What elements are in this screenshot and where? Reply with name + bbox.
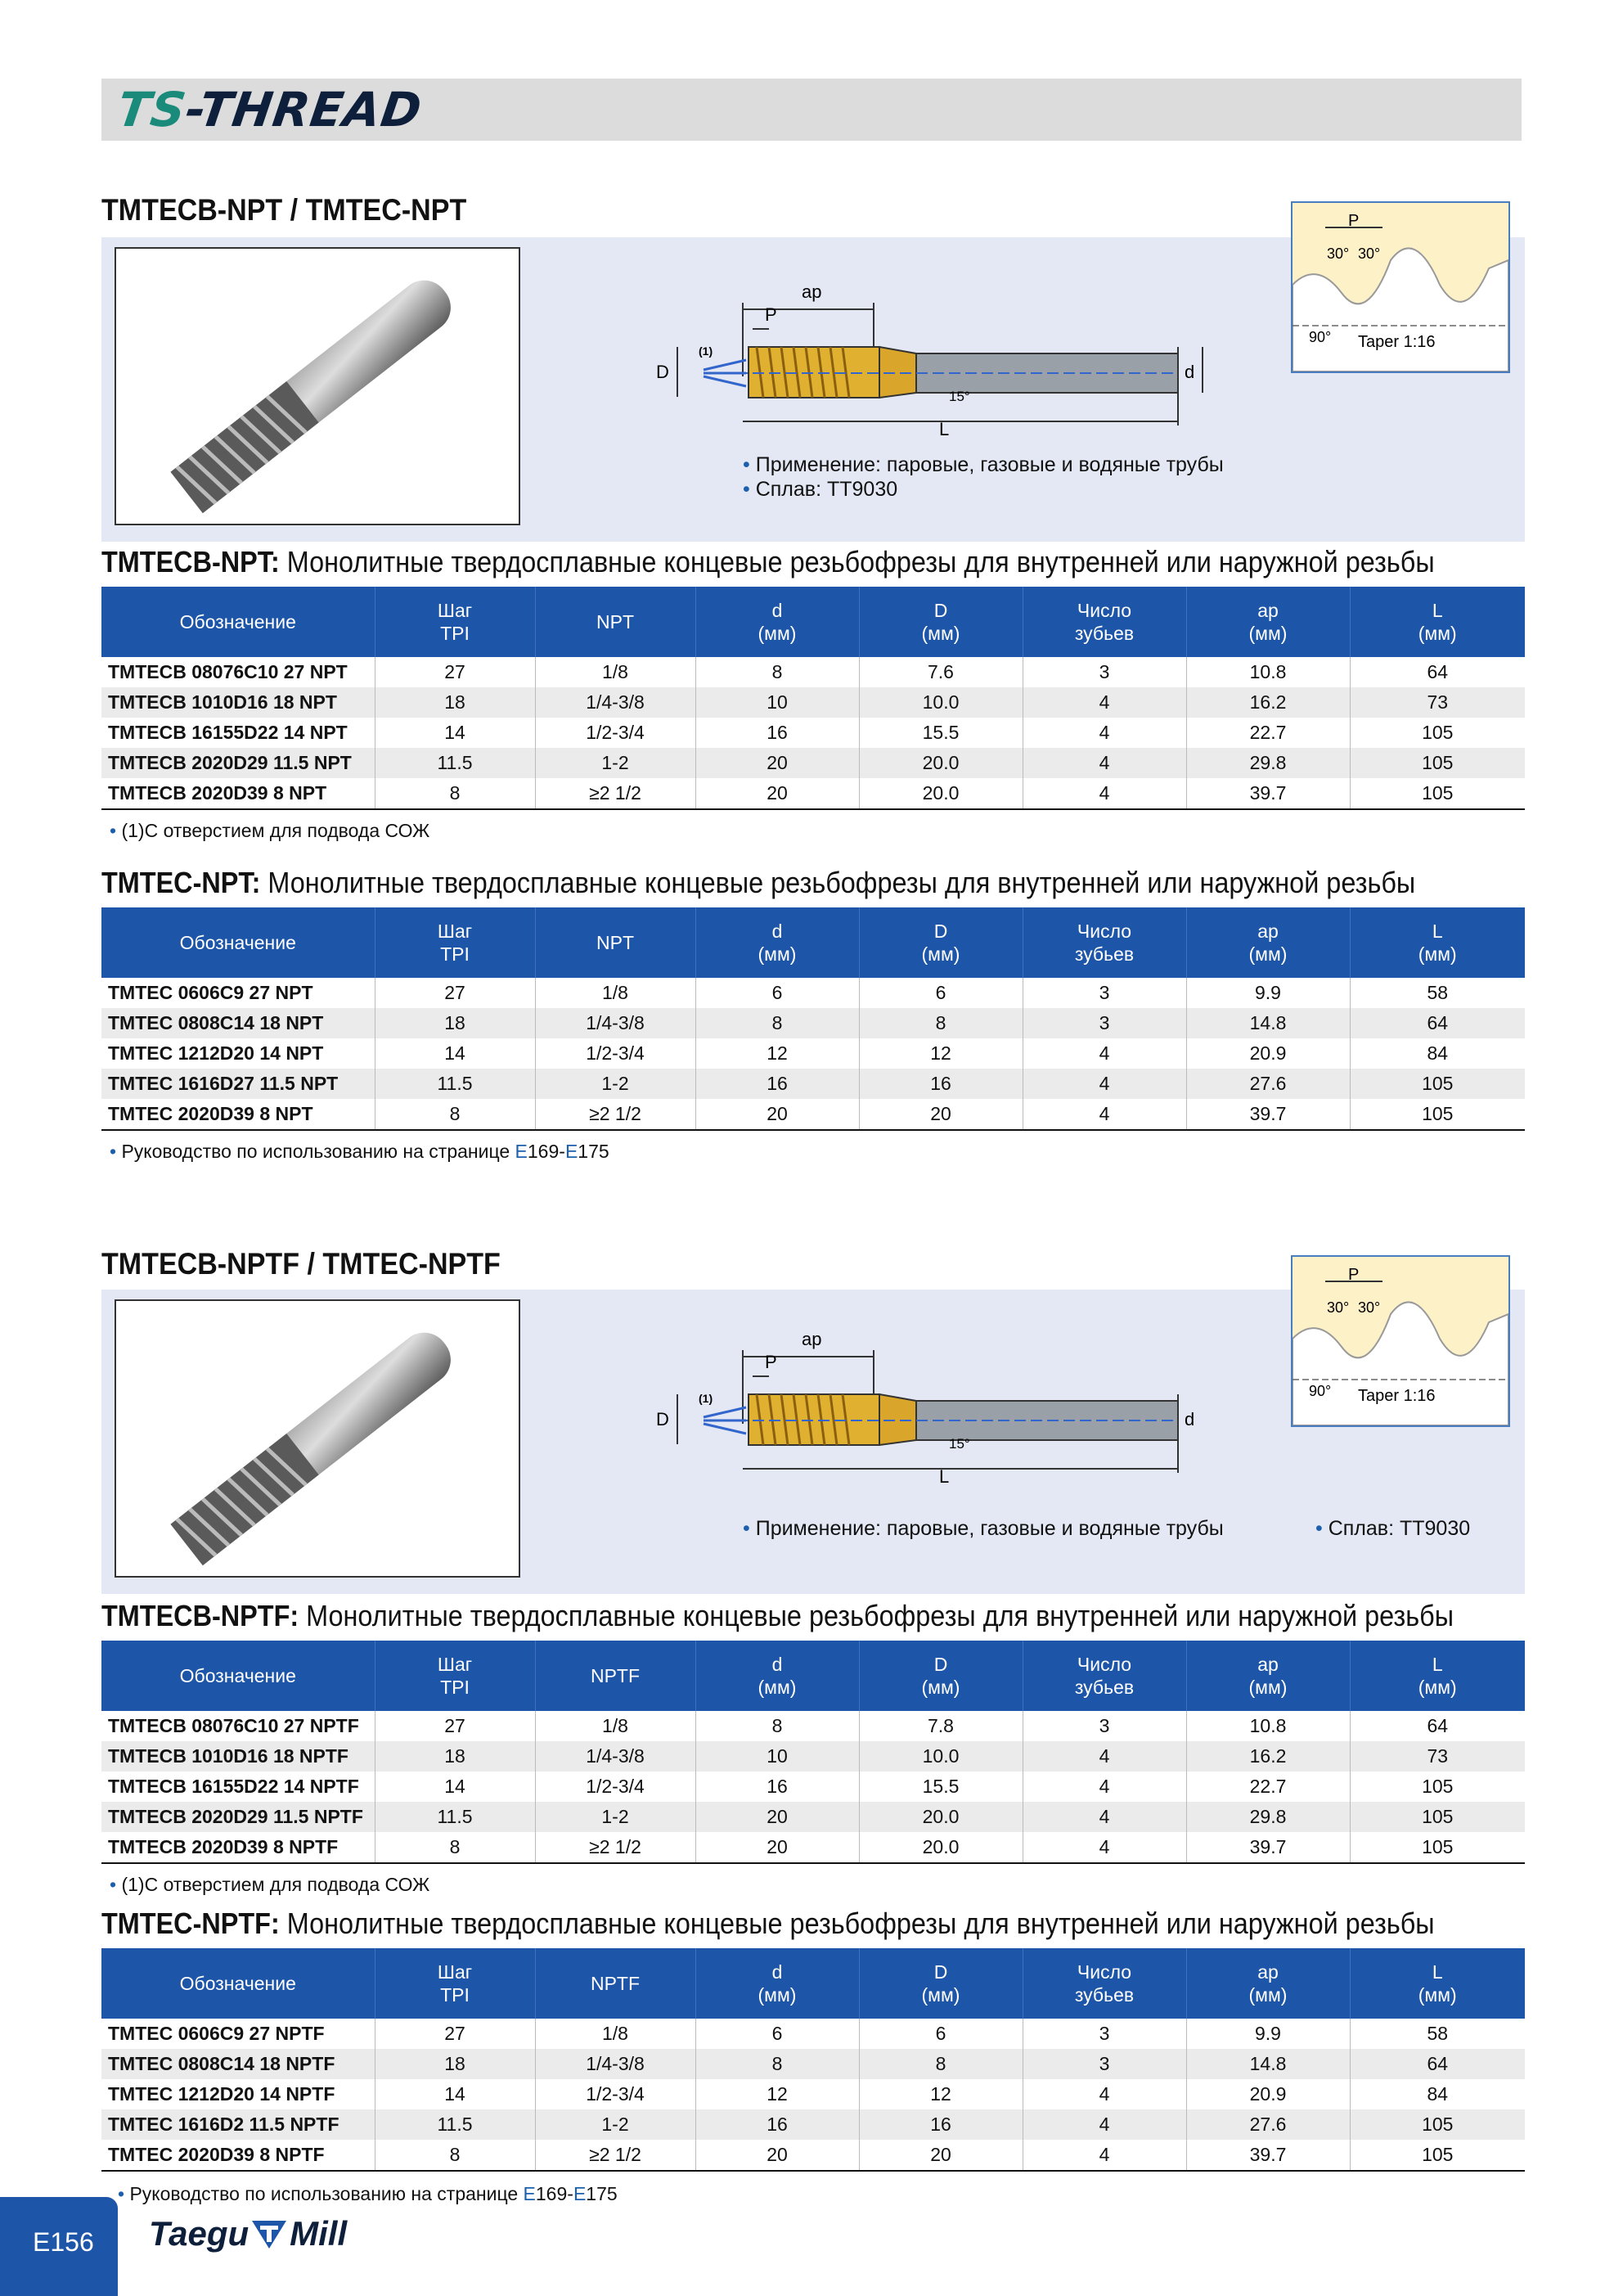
- table-cell: 105: [1350, 778, 1525, 809]
- table-cell: TMTEC 2020D39 8 NPT: [101, 1099, 375, 1130]
- table-cell: 10.8: [1186, 1711, 1350, 1741]
- table-cell: 27: [375, 978, 535, 1008]
- table-cell: 20.0: [859, 1832, 1023, 1863]
- table-cell: 16.2: [1186, 687, 1350, 718]
- column-header: Число зубьев: [1023, 907, 1186, 978]
- table-row: [101, 687, 1525, 718]
- table-cell: 22.7: [1186, 1772, 1350, 1802]
- table-row: [101, 1008, 1525, 1038]
- table-cell: ≥2 1/2: [535, 1099, 695, 1130]
- table-cell: 20: [695, 1099, 859, 1130]
- table-cell: 105: [1350, 2109, 1525, 2140]
- table-cell: 27: [375, 2019, 535, 2049]
- table-cell: 8: [375, 1099, 535, 1130]
- table-cell: 1/4-3/8: [535, 687, 695, 718]
- thread-profile-1: [1291, 201, 1510, 373]
- table-row: [101, 1711, 1525, 1741]
- table-cell: 27: [375, 1711, 535, 1741]
- table-cell: 1-2: [535, 1069, 695, 1099]
- table-cell: 20: [695, 778, 859, 809]
- table-cell: 3: [1023, 2049, 1186, 2079]
- ts-thread-logo: TS-THREAD: [114, 82, 426, 137]
- table-cell: 16.2: [1186, 1741, 1350, 1772]
- table-cell: 16: [695, 2109, 859, 2140]
- label-P: P: [765, 1352, 777, 1372]
- table-cell: 20: [695, 1832, 859, 1863]
- table-cell: 16: [695, 718, 859, 748]
- table-cell: 8: [695, 657, 859, 687]
- table-cell: 1/2-3/4: [535, 1772, 695, 1802]
- thread-profile-icon: [1293, 203, 1508, 371]
- table-cell: 58: [1350, 978, 1525, 1008]
- table-cell: 16: [859, 1069, 1023, 1099]
- table-cell: 20: [695, 2140, 859, 2171]
- table-cell: 84: [1350, 1038, 1525, 1069]
- label-D: D: [656, 362, 669, 382]
- table-row: [101, 1832, 1525, 1863]
- brand-t-icon: [250, 2214, 288, 2252]
- table-cell: TMTEC 0808C14 18 NPTF: [101, 2049, 375, 2079]
- table-cell: 27.6: [1186, 2109, 1350, 2140]
- table-cell: 6: [859, 2019, 1023, 2049]
- table-cell: ≥2 1/2: [535, 1832, 695, 1863]
- table-cell: ≥2 1/2: [535, 2140, 695, 2171]
- table-cell: 10.0: [859, 1741, 1023, 1772]
- table-cell: 11.5: [375, 1802, 535, 1832]
- guide-link-end[interactable]: E: [564, 1141, 578, 1162]
- table-cell: 8: [695, 1008, 859, 1038]
- table-cell: 3: [1023, 657, 1186, 687]
- table-cell: TMTEC 0606C9 27 NPTF: [101, 2019, 375, 2049]
- table-cell: TMTECB 2020D29 11.5 NPTF: [101, 1802, 375, 1832]
- table-row: [101, 2049, 1525, 2079]
- table-cell: 8: [375, 1832, 535, 1863]
- table-cell: TMTECB 16155D22 14 NPT: [101, 718, 375, 748]
- table-cell: 18: [375, 687, 535, 718]
- table-cell: 1/4-3/8: [535, 1008, 695, 1038]
- table-cell: 14.8: [1186, 2049, 1350, 2079]
- header-bar: [101, 79, 1522, 141]
- table-cell: 20: [859, 2140, 1023, 2171]
- table-cell: 4: [1023, 1772, 1186, 1802]
- column-header: NPTF: [535, 1641, 695, 1711]
- label-D: D: [656, 1409, 669, 1429]
- table-row: [101, 1038, 1525, 1069]
- table-cell: 1/8: [535, 657, 695, 687]
- table-cell: 1-2: [535, 1802, 695, 1832]
- table-cell: 39.7: [1186, 778, 1350, 809]
- table-cell: 1/8: [535, 2019, 695, 2049]
- label-L: L: [939, 419, 950, 439]
- col-L: L (мм): [1350, 587, 1525, 657]
- table-cell: 15.5: [859, 1772, 1023, 1802]
- table-cell: 14: [375, 718, 535, 748]
- table-cell: 105: [1350, 1772, 1525, 1802]
- column-header: Обозначение: [101, 1641, 375, 1711]
- table-cell: 18: [375, 1008, 535, 1038]
- table-cell: TMTECB 08076C10 27 NPTF: [101, 1711, 375, 1741]
- col-ap: ap (мм): [1186, 587, 1350, 657]
- end-mill-image-icon: [116, 249, 519, 524]
- dimension-drawing-1: [654, 278, 1211, 442]
- table-cell: 11.5: [375, 2109, 535, 2140]
- table-cell: 7.8: [859, 1711, 1023, 1741]
- table-row: [101, 1741, 1525, 1772]
- table-cell: 105: [1350, 718, 1525, 748]
- table2-note: • Руководство по использованию на странице E169-E175: [110, 1141, 609, 1162]
- table-cell: 4: [1023, 2079, 1186, 2109]
- alloy-note-1: • Сплав: TT9030: [743, 478, 898, 501]
- table4: [101, 1948, 1525, 2172]
- table-cell: 105: [1350, 1832, 1525, 1863]
- table-cell: 3: [1023, 1008, 1186, 1038]
- table-cell: 16: [695, 1069, 859, 1099]
- table-cell: 14: [375, 2079, 535, 2109]
- table-cell: 4: [1023, 1802, 1186, 1832]
- column-header: L (мм): [1350, 1641, 1525, 1711]
- dimension-drawing-2: [654, 1326, 1211, 1489]
- table-cell: 1-2: [535, 2109, 695, 2140]
- table-cell: 3: [1023, 1711, 1186, 1741]
- table-cell: 1-2: [535, 748, 695, 778]
- table-cell: 10.0: [859, 687, 1023, 718]
- label-ap: ap: [802, 1329, 822, 1349]
- table-row: [101, 1069, 1525, 1099]
- table-row: [101, 778, 1525, 809]
- table-cell: 1/2-3/4: [535, 718, 695, 748]
- table-cell: 4: [1023, 1832, 1186, 1863]
- thread-taper: Taper 1:16: [1358, 333, 1436, 351]
- table-cell: 4: [1023, 778, 1186, 809]
- table-cell: 73: [1350, 687, 1525, 718]
- table-cell: TMTECB 16155D22 14 NPTF: [101, 1772, 375, 1802]
- table3: [101, 1641, 1525, 1864]
- table-cell: 12: [859, 1038, 1023, 1069]
- column-header: L (мм): [1350, 907, 1525, 978]
- table4-title: TMTEC-NPTF: Монолитные твердосплавные концевые резьбофрезы для внутренней или наружной резьбы: [101, 1907, 1435, 1940]
- table-cell: ≥2 1/2: [535, 778, 695, 809]
- table-cell: 1/2-3/4: [535, 2079, 695, 2109]
- table-cell: TMTECB 2020D39 8 NPTF: [101, 1832, 375, 1863]
- table-cell: 10.8: [1186, 657, 1350, 687]
- column-header: Обозначение: [101, 907, 375, 978]
- table-cell: 18: [375, 2049, 535, 2079]
- label-P: P: [765, 304, 777, 325]
- thread-P: P: [1348, 212, 1360, 230]
- table-row: [101, 1772, 1525, 1802]
- table1-note: • (1)С отверстием для подвода СОЖ: [110, 820, 430, 841]
- col-npt: NPT: [535, 587, 695, 657]
- table-cell: 15.5: [859, 718, 1023, 748]
- table-cell: 20: [695, 1802, 859, 1832]
- table-row: [101, 2109, 1525, 2140]
- table1-title: TMTECB-NPT: Монолитные твердосплавные концевые резьбофрезы для внутренней или наружной резьбы: [101, 545, 1435, 579]
- table-cell: 39.7: [1186, 1099, 1350, 1130]
- table-cell: 4: [1023, 1099, 1186, 1130]
- column-header: ap (мм): [1186, 1641, 1350, 1711]
- table-cell: 8: [375, 778, 535, 809]
- column-header: Число зубьев: [1023, 1948, 1186, 2019]
- table-cell: 14: [375, 1038, 535, 1069]
- table-cell: 4: [1023, 1741, 1186, 1772]
- page-number: E156: [33, 2227, 94, 2257]
- product-photo-2: [115, 1299, 520, 1578]
- table-cell: 20.0: [859, 1802, 1023, 1832]
- col-D: D (мм): [859, 587, 1023, 657]
- label-angle: 15°: [949, 1436, 970, 1452]
- table-cell: 10: [695, 687, 859, 718]
- column-header: d (мм): [695, 907, 859, 978]
- table2-title: TMTEC-NPT: Монолитные твердосплавные концевые резьбофрезы для внутренней или наружной резьбы: [101, 866, 1416, 899]
- table-cell: 64: [1350, 657, 1525, 687]
- table-cell: TMTECB 2020D29 11.5 NPT: [101, 748, 375, 778]
- table-cell: 8: [695, 2049, 859, 2079]
- table-cell: 14: [375, 1772, 535, 1802]
- table-cell: 58: [1350, 2019, 1525, 2049]
- thread-angle-2: 30°: [1358, 245, 1381, 262]
- table-cell: 16: [695, 1772, 859, 1802]
- table-cell: 84: [1350, 2079, 1525, 2109]
- table-cell: 3: [1023, 978, 1186, 1008]
- table-cell: 105: [1350, 1099, 1525, 1130]
- table-cell: 4: [1023, 1069, 1186, 1099]
- table-cell: TMTECB 1010D16 18 NPT: [101, 687, 375, 718]
- table-cell: 10: [695, 1741, 859, 1772]
- table-cell: 27.6: [1186, 1069, 1350, 1099]
- table-row: [101, 718, 1525, 748]
- table-cell: 20: [695, 748, 859, 778]
- table-cell: 12: [695, 2079, 859, 2109]
- table-cell: TMTECB 08076C10 27 NPT: [101, 657, 375, 687]
- table-cell: 6: [695, 978, 859, 1008]
- table-cell: 11.5: [375, 748, 535, 778]
- table-row: [101, 2019, 1525, 2049]
- alloy-note-2: • Сплав: TT9030: [1315, 1517, 1471, 1540]
- table-cell: 64: [1350, 1711, 1525, 1741]
- table-cell: 64: [1350, 1008, 1525, 1038]
- thread-angle-3: 90°: [1309, 1383, 1332, 1399]
- thread-P: P: [1348, 1266, 1360, 1284]
- table-cell: 6: [859, 978, 1023, 1008]
- table-cell: 16: [859, 2109, 1023, 2140]
- column-header: ap (мм): [1186, 1948, 1350, 2019]
- label-d: d: [1185, 1409, 1195, 1429]
- column-header: D (мм): [859, 1641, 1023, 1711]
- table-cell: 12: [859, 2079, 1023, 2109]
- table-row: [101, 2140, 1525, 2171]
- col-teeth: Число зубьев: [1023, 587, 1186, 657]
- table-cell: 8: [695, 1711, 859, 1741]
- table-cell: 29.8: [1186, 748, 1350, 778]
- table-cell: 6: [695, 2019, 859, 2049]
- table-cell: 1/8: [535, 978, 695, 1008]
- thread-angle-3: 90°: [1309, 329, 1332, 345]
- column-header: Обозначение: [101, 1948, 375, 2019]
- table-row: [101, 2079, 1525, 2109]
- column-header: L (мм): [1350, 1948, 1525, 2019]
- section1-title: TMTECB-NPT / TMTEC-NPT: [101, 193, 467, 227]
- table-row: [101, 748, 1525, 778]
- table-row: [101, 1099, 1525, 1130]
- table-cell: 4: [1023, 1038, 1186, 1069]
- guide-link-end[interactable]: E: [573, 2183, 587, 2204]
- table-cell: 1/4-3/8: [535, 1741, 695, 1772]
- column-header: Шаг TPI: [375, 1948, 535, 2019]
- table4-note: • Руководство по использованию на странице E169-E175: [118, 2183, 618, 2204]
- thread-taper: Taper 1:16: [1358, 1387, 1436, 1405]
- column-header: d (мм): [695, 1948, 859, 2019]
- table-cell: 9.9: [1186, 978, 1350, 1008]
- table-row: [101, 978, 1525, 1008]
- thread-angle-1: 30°: [1327, 1299, 1350, 1316]
- table-cell: 73: [1350, 1741, 1525, 1772]
- thread-angle-2: 30°: [1358, 1299, 1381, 1316]
- table-cell: 3: [1023, 2019, 1186, 2049]
- table-cell: TMTEC 1212D20 14 NPTF: [101, 2079, 375, 2109]
- column-header: Шаг TPI: [375, 1641, 535, 1711]
- table-cell: 105: [1350, 1802, 1525, 1832]
- table-cell: 14.8: [1186, 1008, 1350, 1038]
- table-cell: 105: [1350, 1069, 1525, 1099]
- table-cell: TMTEC 0606C9 27 NPT: [101, 978, 375, 1008]
- table-cell: 1/4-3/8: [535, 2049, 695, 2079]
- table-cell: 8: [859, 2049, 1023, 2079]
- thread-angle-1: 30°: [1327, 245, 1350, 262]
- application-note-1: • Применение: паровые, газовые и водяные трубы: [743, 453, 1224, 476]
- table-cell: 105: [1350, 748, 1525, 778]
- table-cell: TMTEC 0808C14 18 NPT: [101, 1008, 375, 1038]
- table-cell: 4: [1023, 718, 1186, 748]
- table-cell: 9.9: [1186, 2019, 1350, 2049]
- table-cell: 22.7: [1186, 718, 1350, 748]
- table-cell: 20.9: [1186, 2079, 1350, 2109]
- label-L: L: [939, 1466, 950, 1487]
- column-header: Число зубьев: [1023, 1641, 1186, 1711]
- table-cell: 8: [859, 1008, 1023, 1038]
- table-cell: 20.9: [1186, 1038, 1350, 1069]
- column-header: NPTF: [535, 1948, 695, 2019]
- table-cell: 20.0: [859, 748, 1023, 778]
- column-header: d (мм): [695, 1641, 859, 1711]
- table-cell: 20.0: [859, 778, 1023, 809]
- table1: [101, 587, 1525, 810]
- column-header: ap (мм): [1186, 907, 1350, 978]
- label-angle: 15°: [949, 389, 970, 404]
- table-cell: 7.6: [859, 657, 1023, 687]
- table-cell: 11.5: [375, 1069, 535, 1099]
- thread-profile-icon: [1293, 1257, 1508, 1425]
- table-cell: 4: [1023, 2109, 1186, 2140]
- table-cell: 39.7: [1186, 1832, 1350, 1863]
- product-photo-1: [115, 247, 520, 525]
- column-header: D (мм): [859, 1948, 1023, 2019]
- label-d: d: [1185, 362, 1195, 382]
- table-cell: TMTECB 1010D16 18 NPTF: [101, 1741, 375, 1772]
- table3-note: • (1)С отверстием для подвода СОЖ: [110, 1874, 430, 1895]
- col-designation: Обозначение: [101, 587, 375, 657]
- taegutec-logo: Taegu Mill: [149, 2214, 348, 2253]
- table-cell: 39.7: [1186, 2140, 1350, 2171]
- table-cell: 1/8: [535, 1711, 695, 1741]
- column-header: NPT: [535, 907, 695, 978]
- col-tpi: Шаг TPI: [375, 587, 535, 657]
- table-cell: 8: [375, 2140, 535, 2171]
- table3-title: TMTECB-NPTF: Монолитные твердосплавные концевые резьбофрезы для внутренней или наружной резьбы: [101, 1599, 1454, 1632]
- table-cell: TMTEC 2020D39 8 NPTF: [101, 2140, 375, 2171]
- table-cell: 20: [859, 1099, 1023, 1130]
- table-row: [101, 1802, 1525, 1832]
- label-coolant: (1): [699, 344, 713, 358]
- table2: [101, 907, 1525, 1131]
- table-cell: 105: [1350, 2140, 1525, 2171]
- application-note-2: • Применение: паровые, газовые и водяные трубы: [743, 1517, 1224, 1540]
- table-cell: 1/2-3/4: [535, 1038, 695, 1069]
- table-cell: TMTEC 1212D20 14 NPT: [101, 1038, 375, 1069]
- column-header: D (мм): [859, 907, 1023, 978]
- table-cell: 29.8: [1186, 1802, 1350, 1832]
- label-ap: ap: [802, 281, 822, 302]
- table-cell: 4: [1023, 2140, 1186, 2171]
- section2-title: TMTECB-NPTF / TMTEC-NPTF: [101, 1247, 501, 1281]
- table-cell: 27: [375, 657, 535, 687]
- guide-link-start[interactable]: E: [523, 2183, 536, 2204]
- table-cell: 64: [1350, 2049, 1525, 2079]
- table-cell: 4: [1023, 687, 1186, 718]
- col-d: d (мм): [695, 587, 859, 657]
- table-cell: TMTEC 1616D2 11.5 NPTF: [101, 2109, 375, 2140]
- label-coolant: (1): [699, 1392, 713, 1405]
- column-header: Шаг TPI: [375, 907, 535, 978]
- table-cell: 4: [1023, 748, 1186, 778]
- table-row: [101, 657, 1525, 687]
- guide-link-start[interactable]: E: [515, 1141, 528, 1162]
- table-cell: TMTECB 2020D39 8 NPT: [101, 778, 375, 809]
- table-cell: TMTEC 1616D27 11.5 NPT: [101, 1069, 375, 1099]
- thread-profile-2: [1291, 1255, 1510, 1427]
- end-mill-image-icon: [116, 1301, 519, 1576]
- table-cell: 18: [375, 1741, 535, 1772]
- table-cell: 12: [695, 1038, 859, 1069]
